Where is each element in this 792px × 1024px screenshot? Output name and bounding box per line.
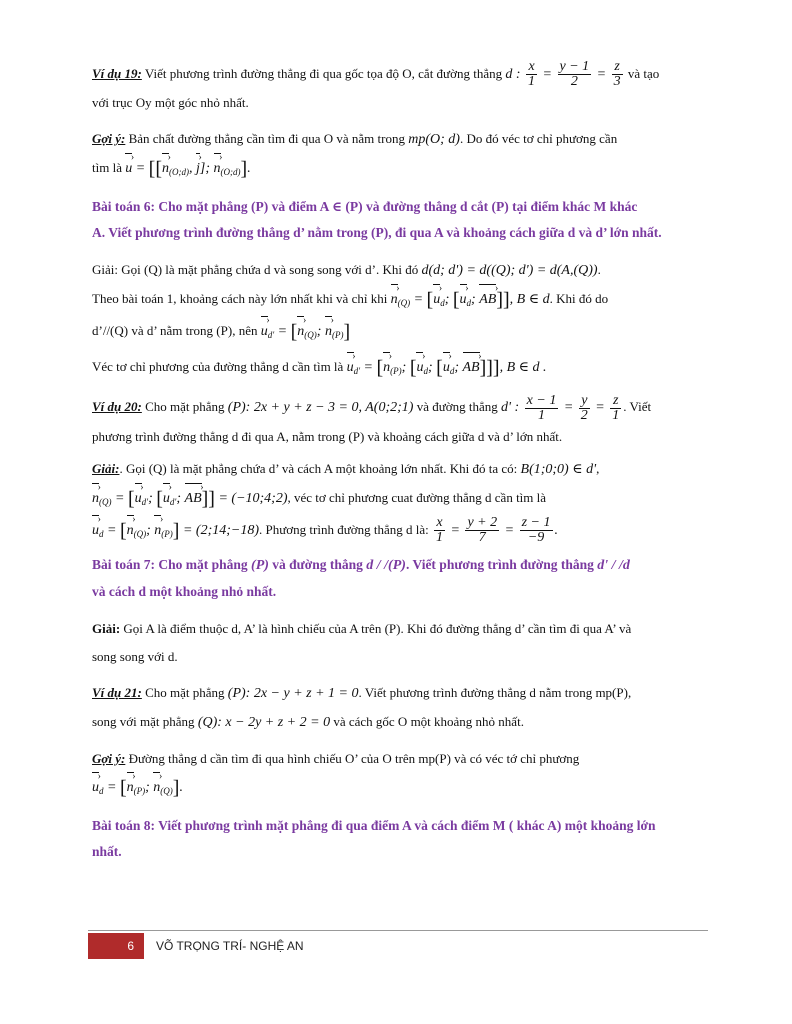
hint-21: Gợi ý: Đường thẳng d cần tìm đi qua hình chiếu O’ của O trên mp(P) và có véc tớ chỉ phương u $›_d = [n$ $›_{(P)}$; n $›_{(Q)}$]. [92, 745, 712, 805]
page-footer [88, 930, 708, 957]
hint-19-formula: u › = [[n $›_{(O;d)}$, j ›]; n $›_{(O;d)}$]. [125, 161, 250, 176]
page-content [92, 60, 712, 875]
solution-6: Giải: Gọi (Q) là mặt phẳng chứa d và song song với d’. Khi đó d(d; d') = d((Q); d') = d(A,(Q)). Theo bài toán 1, khoảng cách này lớn nhất khi và chỉ khi n $›_{(Q)} = [u$ $›_d$; [u $›_d$; AB ›]], B ∈ d. Khi đó do d’//(Q) và d’ nằm trong (P), nên u $›_{d'} = [n$ $›_{(Q)}$; n $›_{(P)}$] [92, 256, 712, 349]
problem-7-heading: Bài toán 7: Cho mặt phẳng (P) và đường thẳng d / /(P). Viết phương trình đường thẳng d' / /d và cách d một khoảng nhỏ nhất. [92, 556, 630, 599]
example-21: Ví dụ 21: Cho mặt phẳng (P): 2x − y + z + 1 = 0. Viết phương trình đường thẳng d nằm trong mp(P), song với mặt phẳng (Q): x − 2y + z + 2 = 0 và cách gốc O một khoảng nhỏ nhất. [92, 684, 632, 730]
solution-20: Giải:. Gọi (Q) là mặt phẳng chứa d’ và cách A một khoảng lớn nhất. Khi đó ta có: B(1;0;0) ∈ d', n $›_{(Q)} = [u$ $›_{d'}$; [u $›_{d'}$; AB ›]] = (−10;4;2), véc tơ chỉ phương cuat đường thẳng d cần tìm là u $›_d = [n$ $›_{(Q)}$; n $›_{(P)}$] = (2;14;−18). Phương trình đường thẳng d là: $\frac{x}{1}$ = $\frac{y + 2}{7}$ = $\frac{z - 1}{-9}$ . [92, 455, 712, 548]
hint-19-label: Gợi ý: [92, 131, 126, 147]
example-20: Ví dụ 20: Cho mặt phẳng (P): 2x + y + z − 3 = 0, A(0;2;1) và đường thẳng d' : $\frac{x - 1}{1}$ = $\frac{y}{2}$ = $\frac{z}{1}$ . Viết phương trình đường thẳng d đi qua A, nằm trong (P) và khoảng cách giữa d và d’ lớn nhất. [92, 392, 652, 444]
example-19-label: Ví dụ 19: [92, 66, 142, 81]
hint-21-label: Gợi ý: [92, 750, 126, 766]
solution-6-direction: Véc tơ chỉ phương của đường thẳng d cần tìm là u $›_{d'} = [n$ $›_{(P)}$; [u $›_d$; [u $›_d$; AB ›]]], B ∈ d . [92, 353, 712, 385]
example-19: Ví dụ 19: Viết phương trình đường thẳng đi qua gốc tọa độ O, cắt đường thẳng d : $\frac{x}{1}$ = $\frac{y - 1}{2}$ = $\frac{z}{3}$ và tạo với trục Oy một góc nhỏ nhất. [92, 59, 660, 111]
problem-6-heading: Bài toán 6: Cho mặt phẳng (P) và điểm A ∈ (P) và đường thẳng d cắt (P) tại điểm khác M khác A. Viết phương trình đường thẳng d’ nằm trong (P), đi qua A và khoảng cách giữa d và d’ lớn nhất. [92, 199, 662, 241]
problem-8-heading: Bài toán 8: Viết phương trình mặt phẳng đi qua điểm A và cách điểm M ( khác A) một khoảng lớn nhất. [92, 817, 656, 859]
solution-20-label: Giải: [92, 460, 120, 476]
line-d-equation: d : $\frac{x}{1}$ = $\frac{y - 1}{2}$ = $\frac{z}{3}$ [505, 59, 621, 90]
page-number-badge: 6 [88, 933, 144, 959]
footer-author: VÕ TRỌNG TRÍ- NGHỆ AN [156, 939, 304, 953]
hint-19: Gợi ý: Bản chất đường thẳng cần tìm đi qua O và nằm trong mp(O; d). Do đó véc tơ chỉ phương cần tìm là u › = [[n $›_{(O;d)}$, j ›]; n $›_{(O;d)}$]. [92, 125, 712, 186]
example-20-label: Ví dụ 20: [92, 399, 142, 415]
solution-7: Giải: Gọi A là điểm thuộc d, A’ là hình chiếu của A trên (P). Khi đó đường thẳng d’ cần tìm đi qua A’ và song song với d. [92, 620, 632, 664]
example-21-label: Ví dụ 21: [92, 684, 142, 700]
